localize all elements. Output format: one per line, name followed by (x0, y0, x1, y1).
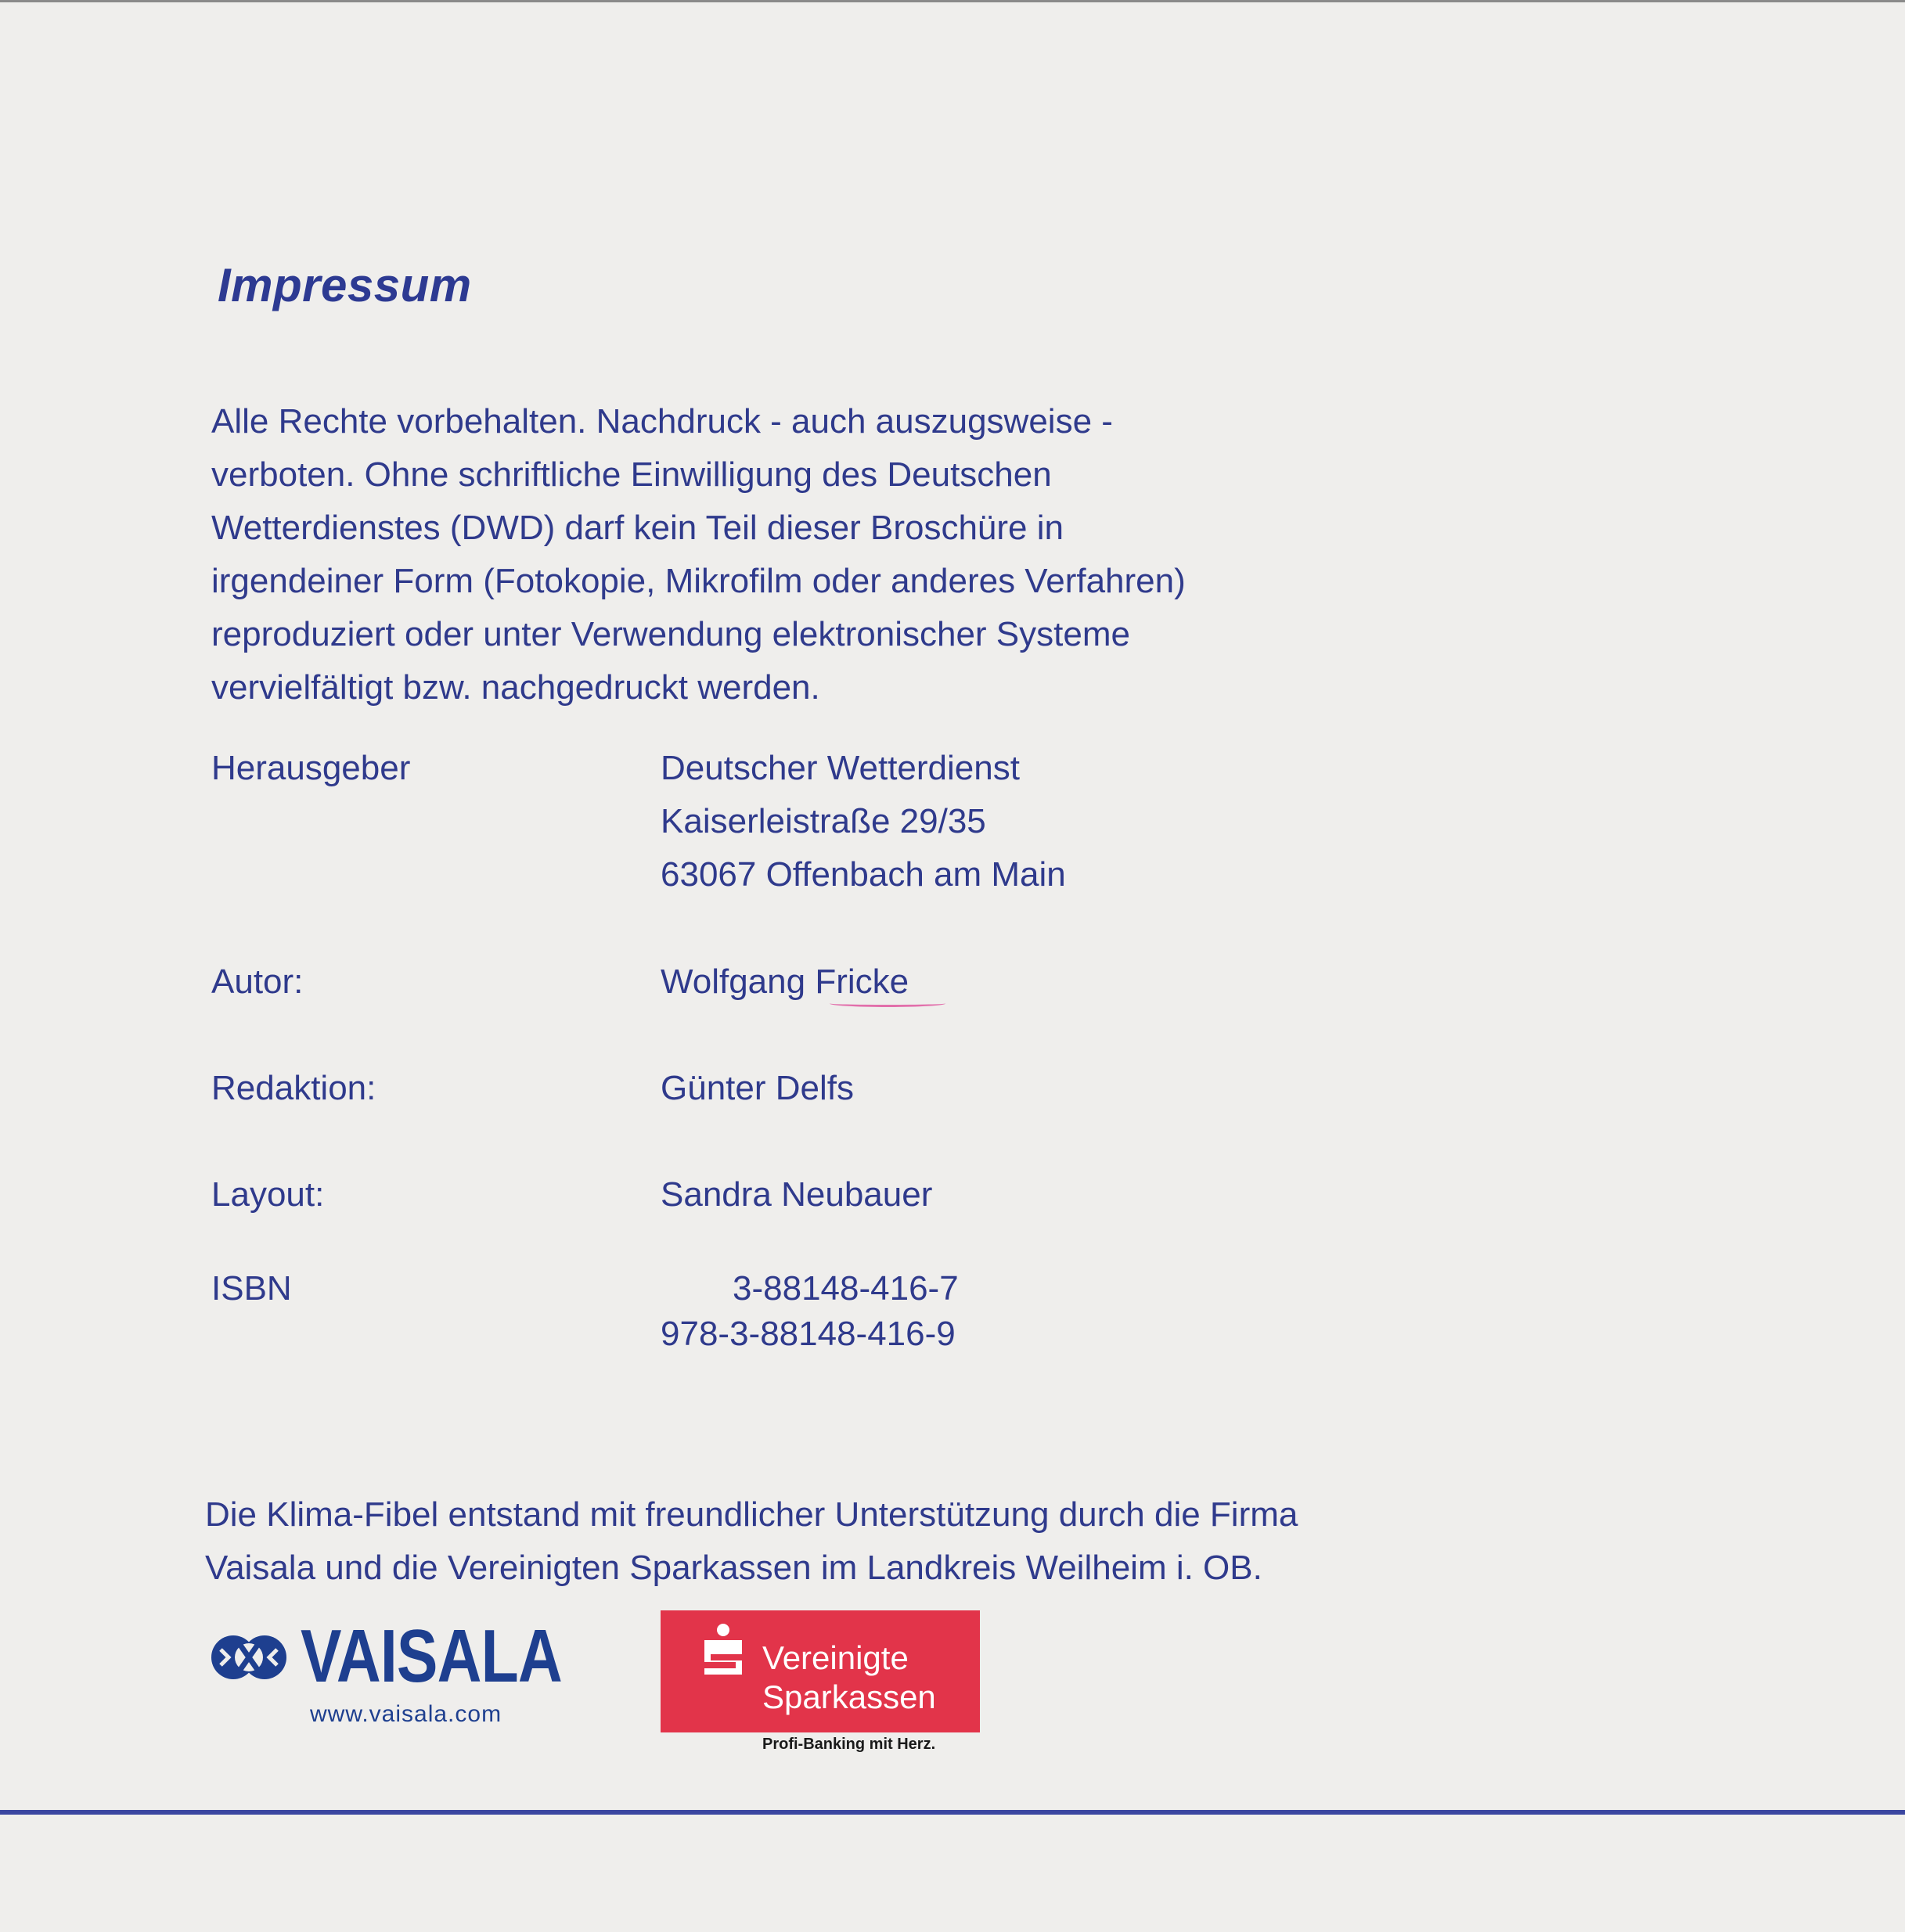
rights-notice-line: vervielfältigt bzw. nachgedruckt werden. (211, 668, 820, 707)
sparkasse-name-line: Vereinigte (762, 1639, 909, 1676)
isbn-10: 3-88148-416-7 (733, 1269, 959, 1308)
rights-notice (211, 395, 1401, 714)
rights-notice-line: irgendeiner Form (Fotokopie, Mikrofilm oder anderes Verfahren) (211, 562, 1186, 600)
sparkasse-name-line: Sparkassen (762, 1678, 936, 1715)
vaisala-logo (210, 1614, 562, 1731)
bottom-rule (0, 1810, 1905, 1815)
editor-label: Redaktion: (211, 1069, 376, 1107)
isbn-13: 978-3-88148-416-9 (661, 1315, 956, 1353)
rights-notice-line: verboten. Ohne schriftliche Einwilligung des Deutschen (211, 455, 1052, 494)
sparkasse-logo-icon (700, 1623, 747, 1678)
author-value: Wolfgang Fricke (661, 962, 909, 1001)
sparkasse-name (762, 1639, 936, 1717)
layout-value: Sandra Neubauer (661, 1175, 933, 1214)
rights-notice-line: reproduziert oder unter Verwendung elektronischer Systeme (211, 615, 1130, 653)
isbn-values (661, 1266, 959, 1357)
support-note (205, 1488, 1536, 1595)
sparkasse-tagline: Profi-Banking mit Herz. (762, 1736, 936, 1753)
rights-notice-line: Alle Rechte vorbehalten. Nachdruck - auch auszugsweise - (211, 402, 1113, 441)
publisher-line: 63067 Offenbach am Main (661, 855, 1066, 894)
vaisala-logo-icon (210, 1618, 288, 1696)
isbn-label: ISBN (211, 1269, 292, 1308)
vaisala-wordmark: VAISALA (301, 1614, 562, 1698)
support-note-line: Vaisala und die Vereinigten Sparkassen im Landkreis Weilheim i. OB. (205, 1549, 1262, 1587)
publisher-label: Herausgeber (211, 749, 411, 787)
vaisala-url: www.vaisala.com (310, 1701, 502, 1727)
rights-notice-line: Wetterdienstes (DWD) darf kein Teil dieser Broschüre in (211, 509, 1064, 547)
author-label: Autor: (211, 962, 304, 1001)
editor-value: Günter Delfs (661, 1069, 854, 1107)
layout-label: Layout: (211, 1175, 325, 1214)
page-title: Impressum (218, 259, 472, 311)
publisher-address (661, 742, 1066, 901)
pen-underline-mark (830, 1000, 945, 1007)
support-note-line: Die Klima-Fibel entstand mit freundlicher Unterstützung durch die Firma (205, 1495, 1298, 1534)
publisher-line: Deutscher Wetterdienst (661, 749, 1020, 787)
sparkasse-logo-box (661, 1610, 980, 1732)
sparkasse-logo (661, 1610, 980, 1759)
publisher-line: Kaiserleistraße 29/35 (661, 802, 986, 840)
top-edge-divider (0, 0, 1905, 2)
